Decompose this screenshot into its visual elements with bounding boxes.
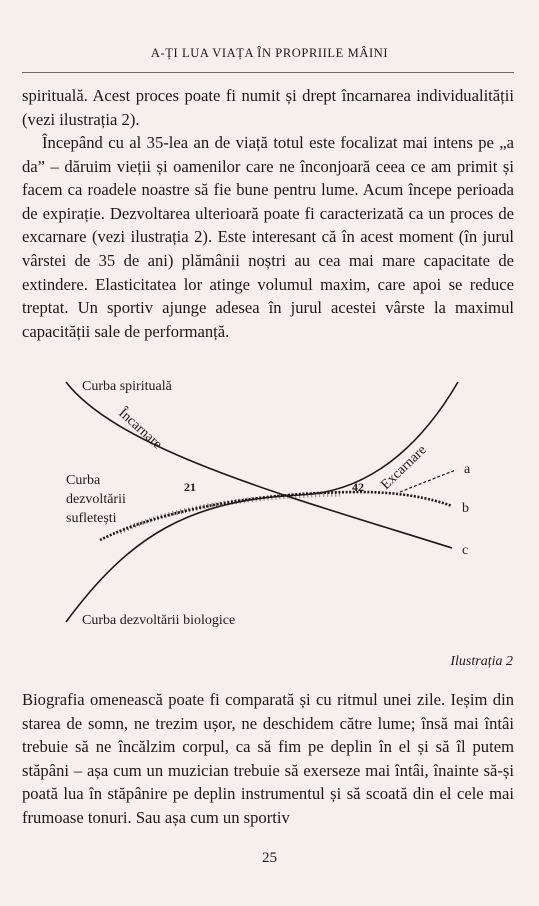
- age-42-label: 42: [352, 480, 364, 494]
- page-number: 25: [262, 850, 277, 866]
- figure-caption: Ilustrația 2: [450, 654, 513, 669]
- header-rule: [22, 72, 514, 73]
- paragraph-excarnation: Începând cu al 35-lea an de viață totul este focalizat mai intens pe „a da” – dăruim vieții și oamenilor care ne înconjoară ceea ce am primit și facem ca roadele noastre să fie bune pentru lume. Acum începe perioada de expirație. Dezvoltarea ulterioară poate fi caracterizată ca un proces de excarnare (vezi ilustrația 2). Este interesant că în acest moment (în jurul vârstei de 35 de ani) plămânii noștri au cea mai mare capacitate de extindere. Elasticitatea lor atinge volumul maxim, care apoi se reduce treptat. Un sportiv ajunge adesea în jurul acestei vârste la maximul capacității sale de performanță.: [22, 133, 514, 341]
- branch-c-label: c: [462, 543, 469, 558]
- branch-a-label: a: [464, 462, 471, 477]
- paragraph-daily-rhythm: Biografia omenească poate fi comparată și cu ritmul unei zile. Ieșim din starea de somn, ne trezim ușor, ne deschidem către lume; însă mai întâi trebuie să ne încălzim corpul, ca să fim pe deplin în el și să îl putem stăpâni – așa cum un muzician trebuie să exerseze mai întâi, înainte să-și poată lua în stăpânire pe deplin instrumentul și să scoată din el cele mai frumoase tonuri. Sau așa cum un sportiv: [22, 690, 514, 827]
- paragraph-continuation: spirituală. Acest proces poate fi numit și drept încarnarea individualității (vezi ilustrația 2).: [22, 86, 514, 129]
- soul-curve-feather: [120, 494, 340, 532]
- label-excarnation: Excarnare: [378, 442, 430, 493]
- label-soul-line2: dezvoltării: [66, 492, 126, 507]
- label-soul-line1: Curba: [66, 473, 101, 488]
- label-incarnation: Încarnare: [115, 405, 165, 453]
- running-header: A-ȚI LUA VIAȚA ÎN PROPRIILE MÂINI: [150, 46, 389, 60]
- label-spiritual-curve: Curba spirituală: [82, 379, 172, 394]
- age-21-label: 21: [184, 480, 196, 494]
- label-biological-curve: Curba dezvoltării biologice: [82, 613, 236, 628]
- label-soul-line3: sufletești: [66, 511, 117, 526]
- illustration-2-diagram: [0, 360, 539, 660]
- branch-b-label: b: [462, 501, 469, 516]
